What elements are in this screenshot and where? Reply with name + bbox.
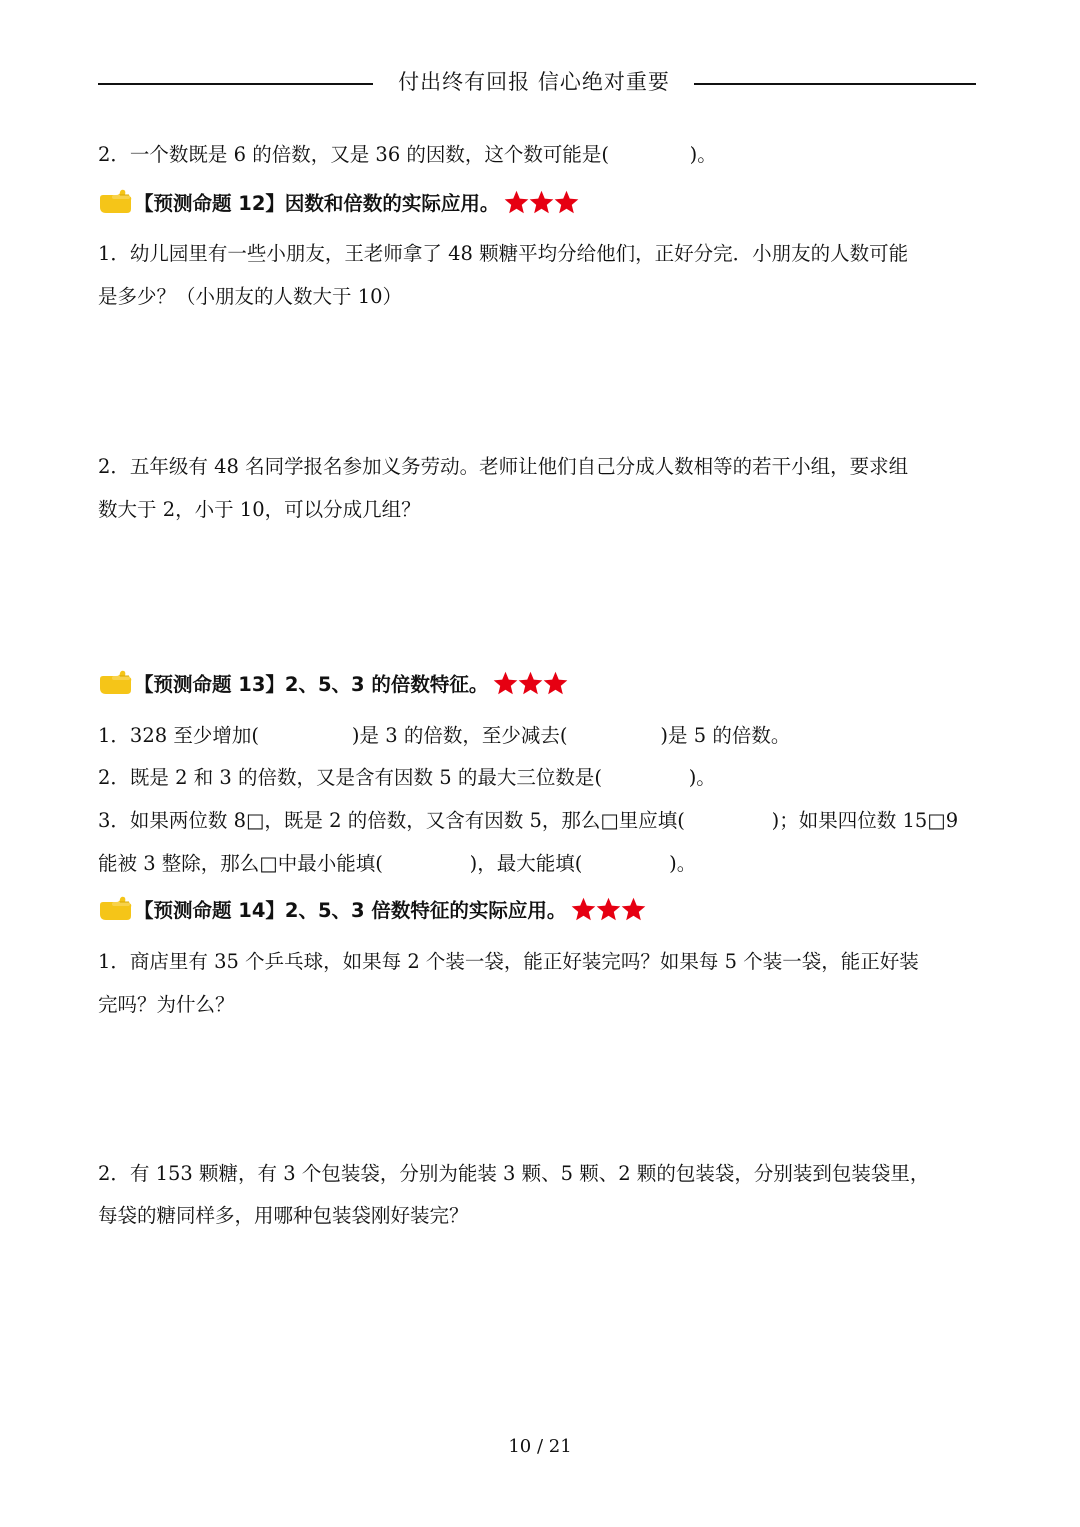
question-s12-2-line1: 2．五年级有 48 名同学报名参加义务劳动。老师让他们自己分成人数相等的若干小组，要求组 <box>98 455 909 478</box>
question-s14-1-line1: 1．商店里有 35 个乒乓球，如果每 2 个装一袋，能正好装完吗？如果每 5 个装一袋，能正好装 <box>98 950 919 973</box>
section-title: 【预测命题 12】因数和倍数的实际应用。 <box>134 192 500 215</box>
question-s12-1-line1: 1．幼儿园里有一些小朋友，王老师拿了 48 颗糖平均分给他们，正好分完．小朋友的人数可能 <box>98 242 909 265</box>
question-s12-1-line2: 是多少？（小朋友的人数大于 10） <box>98 285 403 308</box>
star-icon <box>503 189 530 216</box>
difficulty-stars <box>492 670 567 697</box>
question-s13-3-line1: 3．如果两位数 8□，既是 2 的倍数，又含有因数 5，那么□里应填( )；如果四位数 15□9 <box>98 809 959 832</box>
question-s12-2-line2: 数大于 2，小于 10，可以分成几组？ <box>98 498 421 521</box>
header-motto: 付出终有回报 信心绝对重要 <box>398 70 670 94</box>
pointing-hand-icon <box>98 896 132 922</box>
header-rule-right <box>694 83 976 85</box>
question-s11-2: 2．一个数既是 6 的倍数，又是 36 的因数，这个数可能是( )。 <box>98 143 717 166</box>
section-title: 【预测命题 14】2、5、3 倍数特征的实际应用。 <box>134 899 567 922</box>
question-s13-2: 2．既是 2 和 3 的倍数，又是含有因数 5 的最大三位数是( )。 <box>98 766 716 789</box>
question-s14-2-line1: 2．有 153 颗糖，有 3 个包装袋，分别为能装 3 颗、5 颗、2 颗的包装袋，分别装到包装袋里， <box>98 1162 930 1185</box>
question-s13-3-line2: 能被 3 整除，那么□中最小能填( )，最大能填( )。 <box>98 852 697 875</box>
star-icon <box>620 896 647 923</box>
section-title: 【预测命题 13】2、5、3 的倍数特征。 <box>134 673 489 696</box>
pointing-hand-icon <box>98 670 132 696</box>
page-header <box>98 66 976 102</box>
star-icon <box>542 670 569 697</box>
question-s14-2-line2: 每袋的糖同样多，用哪种包装袋刚好装完？ <box>98 1204 469 1227</box>
section-heading-12 <box>98 185 578 219</box>
star-icon <box>492 670 519 697</box>
star-icon <box>528 189 555 216</box>
star-icon <box>517 670 544 697</box>
pointing-hand-icon <box>98 189 132 215</box>
difficulty-stars <box>503 189 578 216</box>
question-s14-1-line2: 完吗？为什么？ <box>98 993 235 1016</box>
section-heading-14 <box>98 892 645 926</box>
star-icon <box>570 896 597 923</box>
question-s13-1: 1．328 至少增加( )是 3 的倍数，至少减去( )是 5 的倍数。 <box>98 724 791 747</box>
star-icon <box>595 896 622 923</box>
header-rule-left <box>98 83 373 85</box>
section-heading-13 <box>98 666 567 700</box>
star-icon <box>553 189 580 216</box>
difficulty-stars <box>570 896 645 923</box>
page-number: 10 / 21 <box>508 1436 572 1457</box>
